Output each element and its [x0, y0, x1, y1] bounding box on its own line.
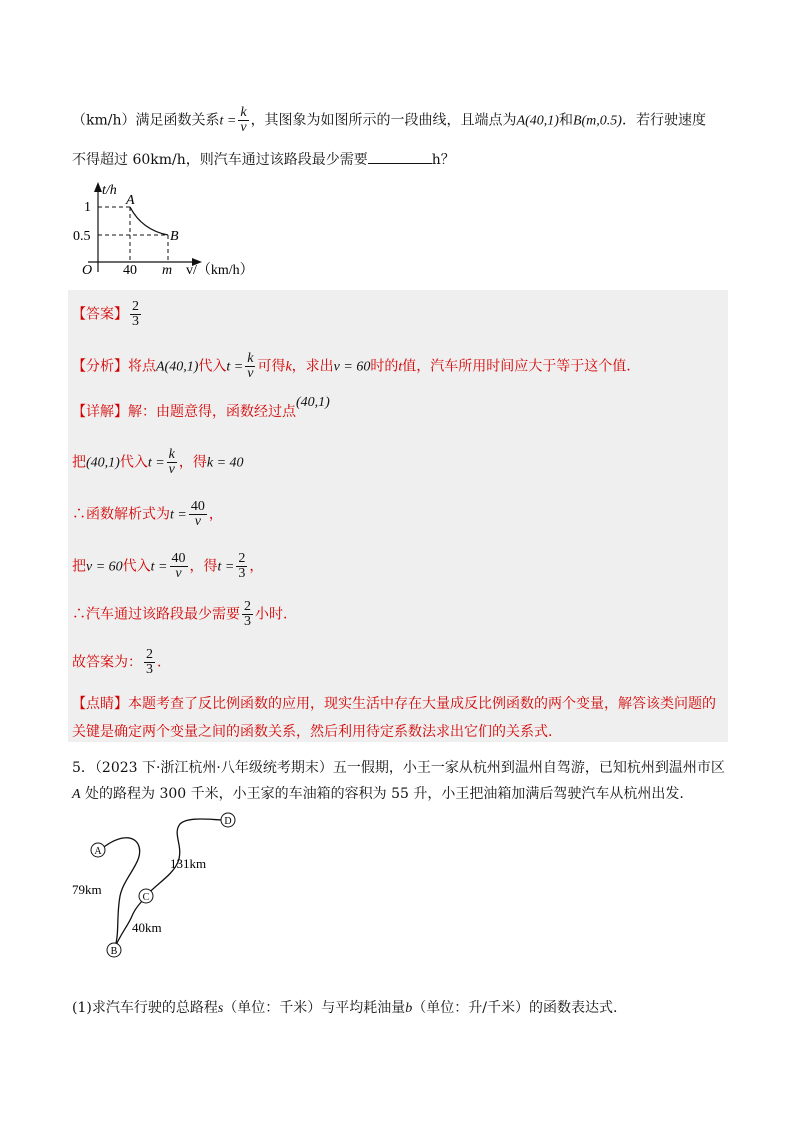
analysis-line: 【分析】将点A(40,1)代入t = $\frac{k}{v}$ 可得k，求出v = 60时的t值，汽车所用时间应大于等于这个值. [72, 351, 631, 381]
y-tick-0-5: 0.5 [73, 229, 91, 244]
distance-bc: 40km [132, 920, 162, 935]
y-axis-label: t/h [102, 183, 117, 198]
detail-line-2: 把(40,1)代入t = $\frac{k}{v}$ ，得k = 40 [72, 447, 244, 477]
detail-line-6: 故答案为： $\frac{2}{3}$ . [72, 647, 162, 677]
function-graph [72, 178, 282, 278]
problem-line-1: （km/h）满足函数关系t = $\frac{k}{v}$ ，其图象为如图所示的一段曲线，且端点为A(40,1)和B(m,0.5)．若行驶速度 [72, 105, 706, 135]
x-axis-label: v/（km/h） [186, 263, 254, 278]
x-tick-40: 40 [123, 263, 137, 278]
problem-line-2: 不得超过 60km/h，则汽车通过该路段最少需要 h？ [72, 152, 455, 168]
y-tick-1: 1 [84, 200, 91, 215]
point-b-label: B [170, 229, 179, 244]
detail-line-4: 把v = 60代入t = $\frac{40}{v}$ ，得t = $\frac{2}{3}$ ， [72, 551, 264, 581]
origin-label: O [82, 263, 93, 278]
point-a-label: A [126, 193, 135, 208]
q5-sub1: (1)求汽车行驶的总路程s（单位：千米）与平均耗油量b（单位：升/千米）的函数表达式. [72, 1000, 618, 1016]
answer-line: 【答案】 $\frac{2}{3}$ [72, 299, 139, 329]
route-map [72, 806, 252, 966]
detail-line-3: ∴函数解析式为t = $\frac{40}{v}$ ， [72, 499, 223, 529]
answer-blank [368, 151, 432, 164]
map-point-d: D [224, 816, 232, 827]
comment-line-1: 【点睛】本题考查了反比例函数的应用，现实生活中存在大量成反比例函数的两个变量，解答该类问题的 [72, 696, 716, 712]
distance-ab: 79km [72, 882, 102, 897]
map-point-a: A [94, 846, 102, 857]
distance-cd: 131km [170, 856, 207, 871]
q5-line-1: 5．（2023 下·浙江杭州·八年级统考期末）五一假期，小王一家从杭州到温州自驾游，已知杭州到温州市区 [72, 760, 725, 776]
comment-line-2: 关键是确定两个变量之间的函数关系，然后利用待定系数法求出它们的关系式. [72, 724, 553, 740]
detail-line-5: ∴汽车通过该路段最少需要 $\frac{2}{3}$ 小时. [72, 599, 288, 629]
map-point-c: C [142, 892, 150, 903]
map-point-b: B [110, 946, 118, 957]
detail-line-1: 【详解】解：由题意得，函数经过点(40,1) [72, 395, 330, 420]
fraction-k-over-v: $\frac{k}{v}$ [240, 105, 247, 135]
x-tick-m: m [162, 263, 173, 278]
q5-line-2: A 处的路程为 300 千米，小王家的车油箱的容积为 55 升，小王把油箱加满后驾驶汽车从杭州出发. [72, 786, 684, 802]
